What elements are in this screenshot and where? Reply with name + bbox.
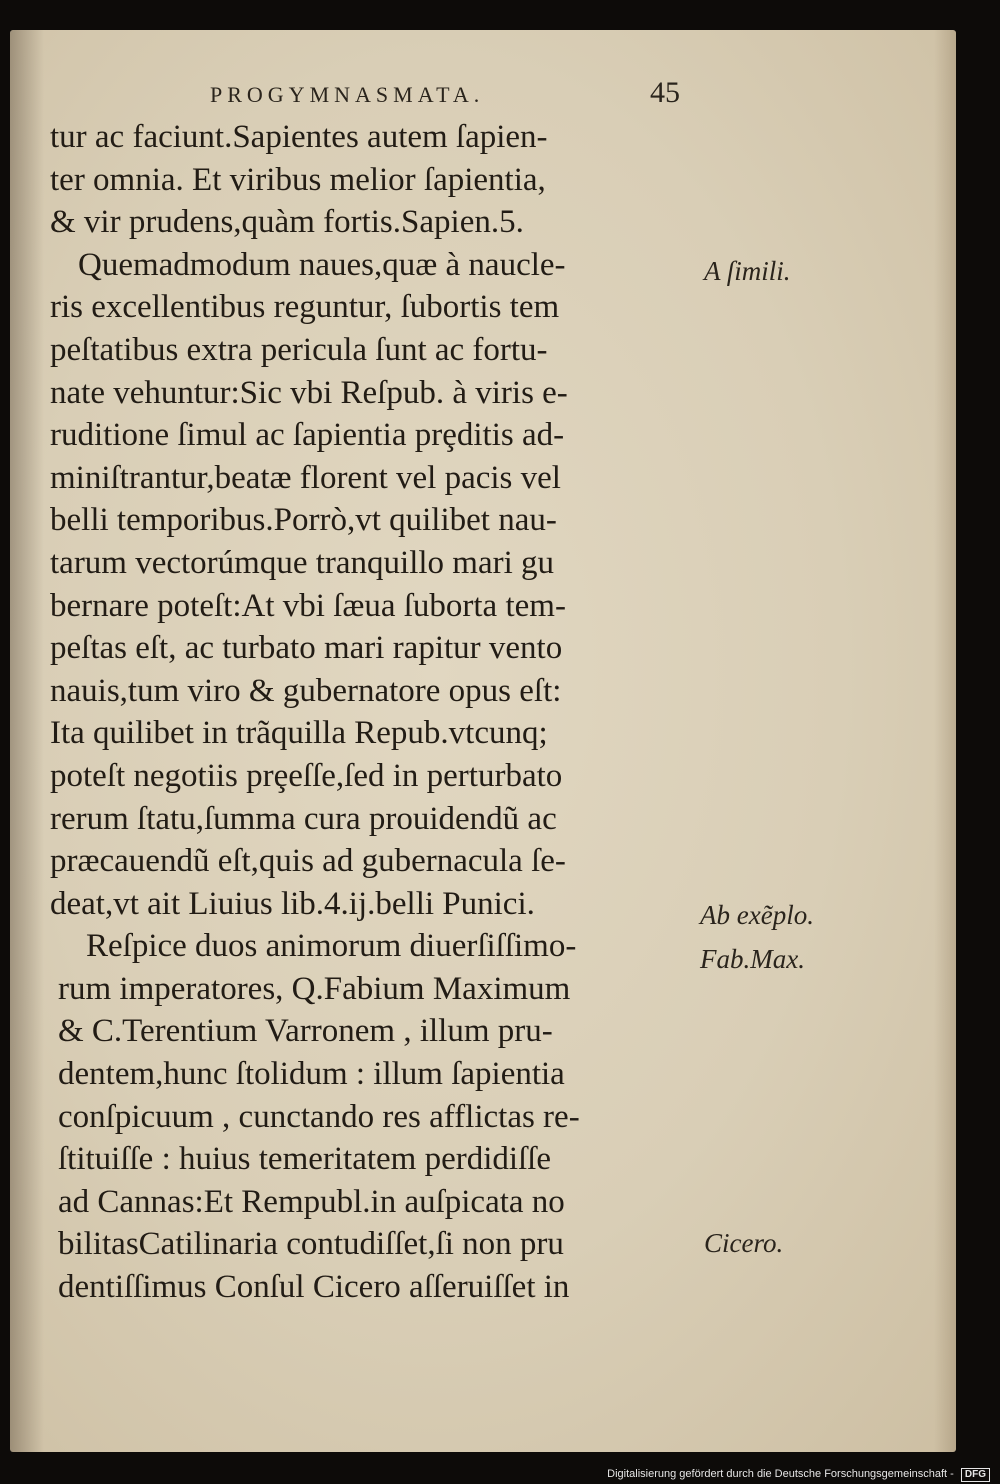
body-text (50, 116, 690, 1309)
text-line: ris excellentibus reguntur, ſubortis tem (50, 289, 560, 326)
text-line: dentem,hunc ſtolidum : illum ſapientia (58, 1056, 565, 1093)
dfg-logo: DFG (961, 1468, 990, 1482)
text-line: & vir prudens,quàm fortis.Sapien.5. (50, 204, 524, 241)
credit-text: Digitalisierung gefördert durch die Deutsche Forschungsgemeinschaft - (607, 1468, 954, 1480)
text-line: belli temporibus.Porrò,vt quilibet nau- (50, 502, 557, 539)
text-line: bilitasCatilinaria contudiſſet,ſi non pru (58, 1226, 564, 1263)
text-line: Ita quilibet in trãquilla Repub.vtcunq; (50, 715, 548, 752)
text-line: rum imperatores, Q.Fabium Maximum (58, 970, 571, 1007)
margin-note-fab-max: Fab.Max. (700, 944, 805, 974)
margin-note-ab-exemplo: Ab exẽplo. (700, 900, 814, 930)
text-line: conſpicuum , cunctando res afflictas re- (58, 1098, 580, 1135)
page-number: 45 (650, 76, 680, 109)
book-page (10, 30, 956, 1452)
digitization-credit (607, 1468, 990, 1482)
text-line: nauis,tum viro & gubernatore opus eſt: (50, 672, 562, 709)
text-line: ruditione ſimul ac ſapientia prȩditis ad- (50, 417, 565, 454)
text-line: dentiſſimus Conſul Cicero aſſeruiſſet in (58, 1269, 570, 1306)
text-line: nate vehuntur:Sic vbi Reſpub. à viris e- (50, 374, 568, 411)
text-line: Reſpice duos animorum diuerſiſſimo- (86, 928, 577, 965)
text-line: ſtituiſſe : huius temeritatem perdidiſſe (58, 1141, 552, 1178)
text-line: tur ac faciunt.Sapientes autem ſapien- (50, 119, 548, 155)
spine-shadow (10, 30, 44, 1452)
text-line: peſtatibus extra pericula ſunt ac fortu- (50, 331, 548, 368)
text-line: præcauendũ eſt,quis ad gubernacula ſe- (50, 843, 566, 880)
text-line: rerum ſtatu,ſumma cura prouidendũ ac (50, 800, 557, 837)
margin-note-a-simili: A ſimili. (704, 256, 791, 286)
margin-note-cicero: Cicero. (704, 1228, 784, 1258)
text-line: tarum vectorúmque tranquillo mari gu (50, 544, 555, 581)
text-line: & C.Terentium Varronem , illum pru- (58, 1013, 553, 1050)
text-line: ter omnia. Et viribus melior ſapientia, (50, 161, 546, 198)
text-line: miniſtrantur,beatæ florent vel pacis vel (50, 459, 561, 496)
running-head: PROGYMNASMATA. (210, 82, 485, 107)
text-line: peſtas eſt, ac turbato mari rapitur vento (50, 630, 563, 667)
page-edge (934, 30, 956, 1452)
text-line: bernare poteſt:At vbi ſæua ſuborta tem- (50, 587, 566, 624)
text-line: Quemadmodum naues,quæ à naucle- (78, 246, 566, 283)
text-line: ad Cannas:Et Rempubl.in auſpicata no (58, 1183, 565, 1220)
text-line: poteſt negotiis prȩeſſe,ſed in perturbato (50, 757, 563, 794)
text-line: deat,vt ait Liuius lib.4.ij.belli Punici. (50, 885, 535, 922)
